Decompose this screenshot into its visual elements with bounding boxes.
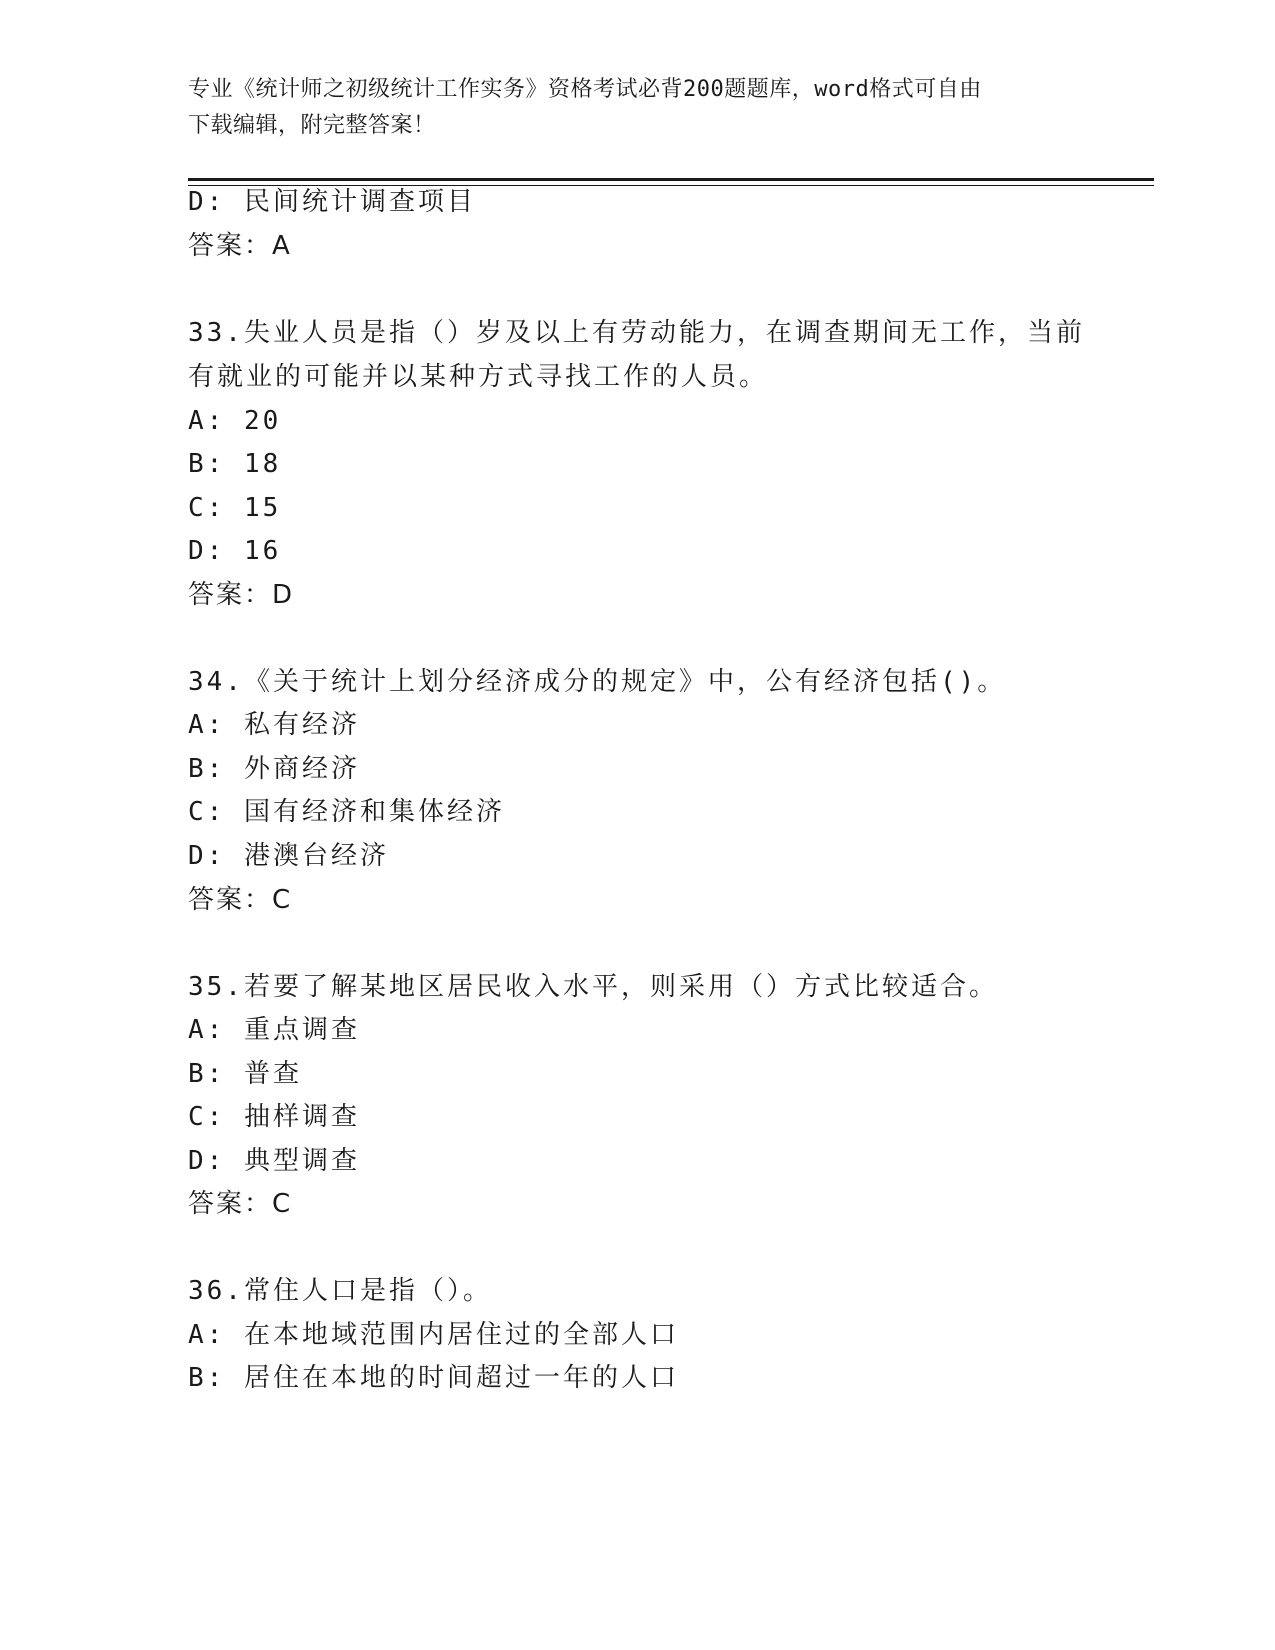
q33-option-d: D: 16	[188, 536, 282, 566]
q35-option-b: B: 普查	[188, 1059, 302, 1089]
header-divider-thick	[188, 178, 1154, 181]
q34-answer: 答案：C	[188, 885, 293, 915]
q35-option-c: C: 抽样调查	[188, 1102, 360, 1132]
q35-option-a: A: 重点调查	[188, 1015, 360, 1045]
prev-answer: 答案：A	[188, 231, 292, 261]
document-header	[188, 72, 1068, 144]
q34-option-c: C: 国有经济和集体经济	[188, 797, 505, 827]
q33-option-a: A: 20	[188, 406, 282, 436]
q35-stem: 35.若要了解某地区居民收入水平，则采用（）方式比较适合。	[188, 972, 998, 1002]
q36-option-b: B: 居住在本地的时间超过一年的人口	[188, 1363, 679, 1393]
q33-stem-line-2: 有就业的可能并以某种方式寻找工作的人员。	[188, 362, 769, 392]
q33-stem-line-1: 33.失业人员是指（）岁及以上有劳动能力，在调查期间无工作，当前	[188, 318, 1085, 348]
q35-option-d: D: 典型调查	[188, 1146, 360, 1176]
q33-option-b: B: 18	[188, 449, 282, 479]
q36-stem: 36.常住人口是指（）。	[188, 1276, 492, 1306]
q34-stem: 34.《关于统计上划分经济成分的规定》中，公有经济包括()。	[188, 667, 1007, 697]
q36-option-a: A: 在本地域范围内居住过的全部人口	[188, 1320, 679, 1350]
q33-answer: 答案：D	[188, 580, 295, 610]
header-line-1: 专业《统计师之初级统计工作实务》资格考试必背200题题库，word格式可自由	[188, 77, 982, 102]
prev-option-d: D: 民间统计调查项目	[188, 187, 476, 217]
q33-option-c: C: 15	[188, 493, 282, 523]
q34-option-b: B: 外商经济	[188, 754, 360, 784]
q34-option-d: D: 港澳台经济	[188, 841, 389, 871]
q35-answer: 答案：C	[188, 1189, 293, 1219]
header-line-2: 下载编辑，附完整答案！	[188, 113, 436, 138]
q34-option-a: A: 私有经济	[188, 710, 360, 740]
